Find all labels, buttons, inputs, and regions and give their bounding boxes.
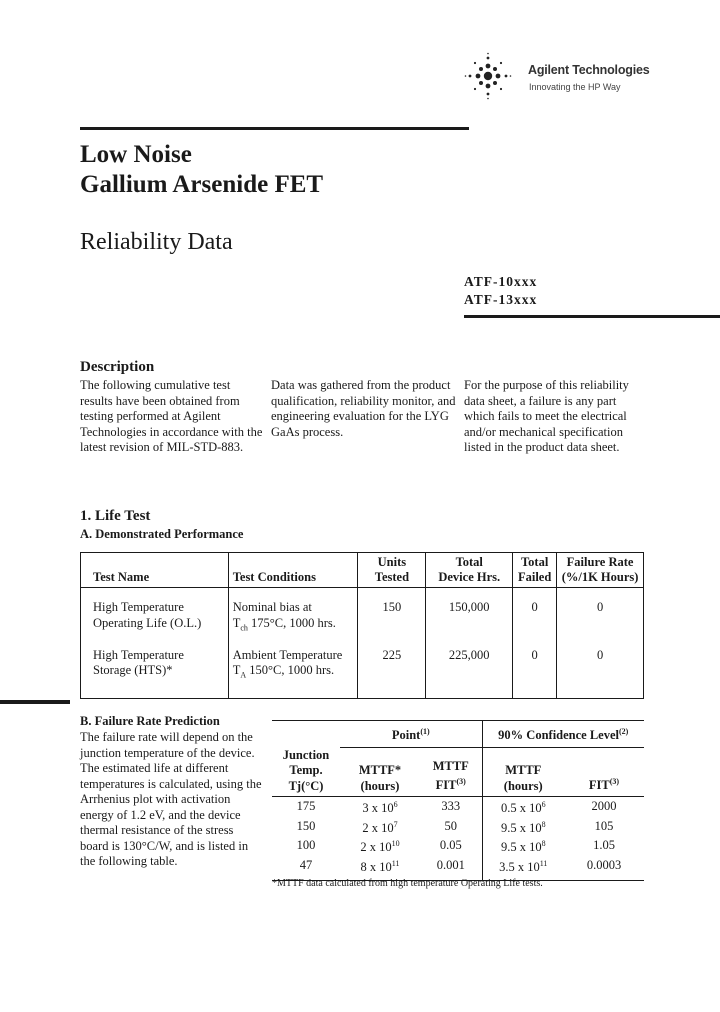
table-row	[272, 856, 644, 880]
life-test-heading: 1. Life Test	[80, 508, 151, 524]
test-conditions-cell: Nominal bias at $T_{ch}$ 175°C, 1000 hrs.	[228, 588, 358, 636]
junction-temp-cell: 100	[296, 838, 316, 853]
description-col-2: Data was gathered from the product qualification, reliability monitor, and engineering evaluation for the LYG GaAs process.	[271, 378, 456, 439]
group-header-blank	[272, 721, 340, 748]
header-mttf-confidence: MTTF (hours)	[482, 748, 564, 797]
part-number-2: ATF-13xxx	[464, 292, 538, 307]
failure-rate-paragraph: The failure rate will depend on the junction temperature of the device. The estimated life at different temperatures is calculated, using the Arrhenius plot with activation energy of 1.2 eV, and the device thermal resistance of the stress board is 130°C/W, and is listed in the following table.	[80, 730, 262, 868]
mttf-conf-cell: 0.5 x $10^6$	[500, 800, 546, 816]
mttf-cell: 2 x $10^7$	[362, 819, 398, 835]
fit-conf-cell: 1.05	[593, 838, 615, 853]
table-row	[272, 817, 644, 837]
header-failure-rate: Failure Rate (%/1K Hours)	[557, 553, 644, 588]
failure-rate-cell: 0	[596, 647, 604, 662]
header-units-tested: Units Tested	[358, 553, 426, 588]
agilent-spark-logo-icon	[464, 52, 512, 100]
page-title	[80, 140, 323, 200]
description-col-1: The following cumulative test results have been obtained from testing performed at Agilent Technologies in accordance with the latest revision of MIL-STD-883.	[80, 378, 263, 454]
header-total-failed: Total Failed	[513, 553, 557, 588]
header-rule	[80, 127, 469, 130]
mttf-conf-cell: 3.5 x $10^{11}$	[482, 856, 564, 880]
table-row	[81, 636, 644, 699]
group-header-row	[272, 721, 644, 748]
junction-temp-cell: 47	[272, 856, 340, 880]
brand-tagline: Innovating the HP Way	[529, 82, 621, 92]
mttf-cell: 3 x $10^6$	[362, 800, 398, 816]
header-junction-temp: Junction Temp. Tj(°C)	[272, 748, 340, 797]
header-total-device-hrs: Total Device Hrs.	[426, 553, 513, 588]
mttf-cell: 8 x $10^{11}$	[340, 856, 420, 880]
failure-rate-cell: 0	[596, 600, 604, 614]
mttf-conf-cell: 9.5 x $10^8$	[500, 839, 546, 855]
fit-cell: 333	[420, 797, 482, 817]
device-hours-cell: 225,000	[426, 636, 513, 699]
units-tested-cell: 225	[358, 636, 426, 699]
fit-cell: 0.05	[420, 836, 482, 856]
failed-cell: 0	[513, 588, 557, 636]
section-rule	[0, 700, 70, 704]
column-header-row	[272, 748, 644, 797]
demonstrated-performance-heading: A. Demonstrated Performance	[80, 527, 244, 541]
mttf-footnote: *MTTF data calculated from high temperature Operating Life tests.	[272, 878, 543, 889]
mttf-conf-cell: 9.5 x $10^8$	[500, 819, 546, 835]
title-line-2: Gallium Arsenide FET	[80, 171, 324, 198]
header-test-name: Test Name	[81, 553, 229, 588]
test-name-cell: High Temperature Operating Life (O.L.)	[81, 588, 229, 636]
mttf-cell: 2 x $10^{10}$	[360, 839, 400, 855]
group-header-point: Point$^{(1)}$	[340, 721, 482, 748]
life-test-table	[80, 552, 644, 699]
failure-rate-prediction-heading: B. Failure Rate Prediction	[80, 714, 220, 728]
table-row	[272, 836, 644, 856]
device-hours-cell: 150,000	[426, 588, 513, 636]
fit-conf-cell: 0.0003	[564, 856, 644, 880]
title-line-1: Low Noise	[80, 141, 192, 168]
description-heading: Description	[80, 359, 155, 375]
test-name-cell: High Temperature Storage (HTS)*	[81, 636, 229, 699]
header-fit-point: MTTF FIT$^{(3)}$	[420, 748, 482, 797]
fit-conf-cell: 105	[594, 818, 614, 833]
header-test-conditions: Test Conditions	[228, 553, 358, 588]
junction-temp-cell: 150	[296, 818, 316, 833]
junction-temp-cell: 175	[296, 799, 316, 814]
fit-conf-cell: 2000	[591, 799, 617, 814]
brand-name: Agilent Technologies	[528, 63, 650, 77]
group-header-confidence: 90% Confidence Level$^{(2)}$	[482, 721, 644, 748]
part-number-1: ATF-10xxx	[464, 274, 538, 289]
failed-cell: 0	[513, 636, 557, 699]
table-row	[272, 797, 644, 817]
life-table-header-row	[81, 553, 644, 588]
part-rule	[464, 315, 720, 318]
test-conditions-cell: Ambient Temperature $T_A$ 150°C, 1000 hrs.	[228, 636, 358, 699]
fit-cell: 50	[420, 817, 482, 837]
header-mttf-point: MTTF* (hours)	[340, 748, 420, 797]
header-fit-confidence: FIT$^{(3)}$	[564, 748, 644, 797]
page-subtitle: Reliability Data	[80, 229, 233, 255]
description-col-3: For the purpose of this reliability data sheet, a failure is any part which fails to meet the electrical and/or mechanical specification listed in the product data sheet.	[464, 378, 629, 454]
fit-cell: 0.001	[420, 856, 482, 880]
units-tested-cell: 150	[358, 588, 426, 636]
failure-rate-table	[272, 720, 644, 881]
table-row	[81, 588, 644, 636]
